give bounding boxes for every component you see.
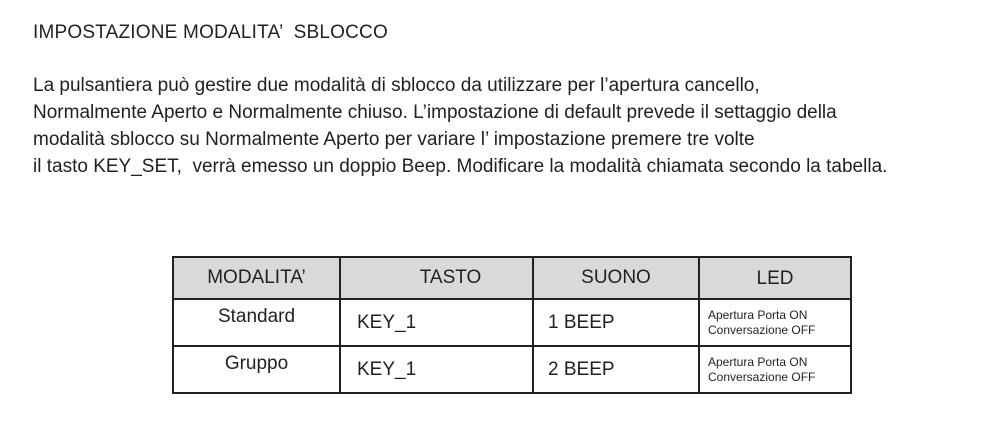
- header-row: [173, 257, 851, 299]
- header-suono: SUONO: [533, 257, 699, 299]
- cell-key: KEY_1: [340, 299, 533, 346]
- header-tasto: TASTO: [340, 257, 533, 299]
- cell-led: [699, 299, 851, 346]
- cell-key: KEY_1: [340, 346, 533, 393]
- cell-led: [699, 346, 851, 393]
- led-door-status: Apertura Porta ON: [708, 307, 808, 322]
- led-conversation-status: Conversazione OFF: [708, 322, 816, 337]
- table-row: [173, 346, 851, 393]
- cell-sound: 1 BEEP: [533, 299, 699, 346]
- paragraph-line: modalità sblocco su Normalmente Aperto per variare l’ impostazione premere tre volte: [33, 129, 755, 150]
- paragraph-line: Normalmente Aperto e Normalmente chiuso. L’impostazione di default prevede il settaggio della: [33, 102, 837, 123]
- cell-mode: Gruppo: [173, 346, 340, 393]
- header-modalita: MODALITA’: [173, 257, 340, 299]
- paragraph-line: il tasto KEY_SET, verrà emesso un doppio Beep. Modificare la modalità chiamata secondo la tabella.: [33, 156, 888, 177]
- led-conversation-status: Conversazione OFF: [708, 369, 816, 384]
- cell-sound: 2 BEEP: [533, 346, 699, 393]
- cell-mode: Standard: [173, 299, 340, 346]
- section-heading: IMPOSTAZIONE MODALITA’ SBLOCCO: [33, 22, 388, 43]
- table-row: [173, 299, 851, 346]
- led-door-status: Apertura Porta ON: [708, 354, 808, 369]
- table-header: [173, 257, 851, 299]
- description-paragraph: [33, 72, 983, 180]
- paragraph-line: La pulsantiera può gestire due modalità di sblocco da utilizzare per l’apertura cancello,: [33, 75, 760, 96]
- unlock-mode-table: [172, 256, 852, 394]
- header-led: LED: [699, 257, 851, 299]
